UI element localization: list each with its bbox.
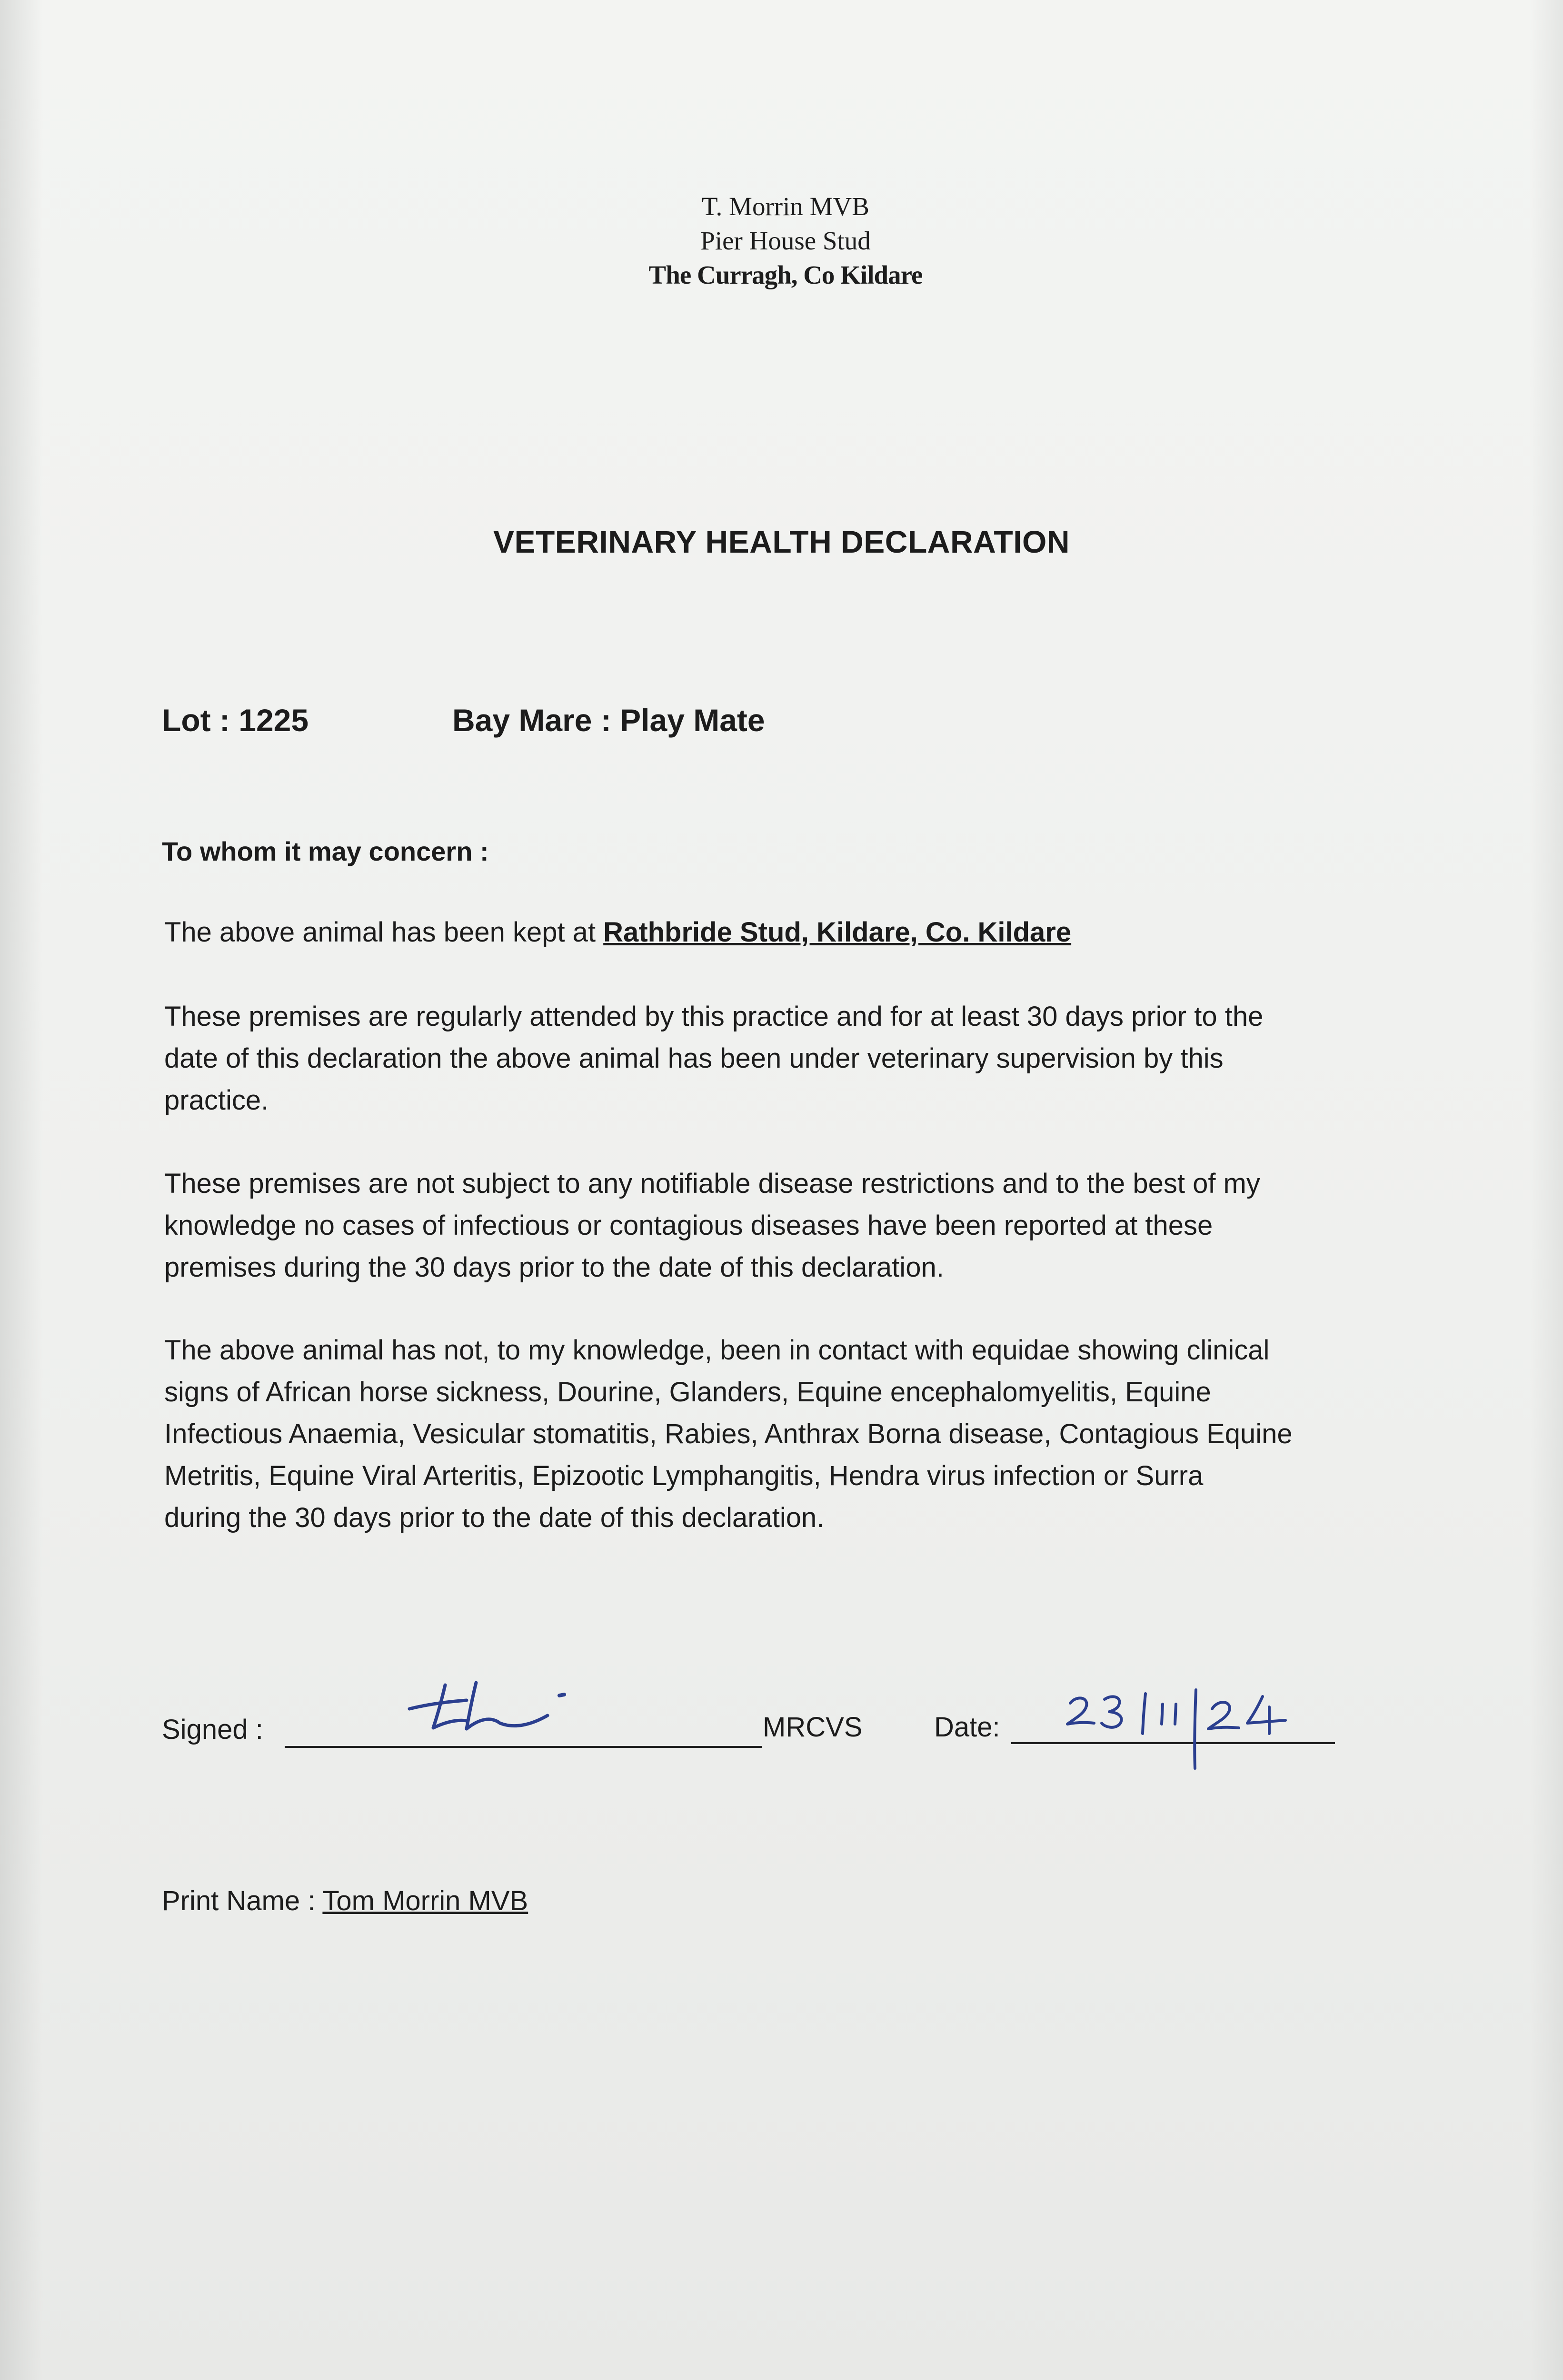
kept-at-prefix: The above animal has been kept at	[164, 917, 604, 948]
paragraph-line: date of this declaration the above animal has been under veterinary supervision by this	[164, 1043, 1224, 1074]
restrictions-paragraph	[164, 1163, 1412, 1289]
signed-label: Signed :	[162, 1714, 263, 1745]
contact-paragraph	[164, 1329, 1412, 1539]
salutation: To whom it may concern :	[162, 836, 489, 866]
page-shadow-left	[0, 0, 43, 2380]
handwritten-date	[1057, 1680, 1324, 1771]
paragraph-line: practice.	[164, 1085, 269, 1116]
paragraph-line: during the 30 days prior to the date of this declaration.	[164, 1502, 825, 1533]
document-title: VETERINARY HEALTH DECLARATION	[493, 524, 1070, 559]
paragraph-line: knowledge no cases of infectious or contagious diseases have been reported at these	[164, 1210, 1213, 1241]
handwritten-signature	[400, 1676, 600, 1737]
paragraph-line: premises during the 30 days prior to the date of this declaration.	[164, 1252, 944, 1283]
kept-at-paragraph	[164, 912, 1412, 953]
print-name-value: Tom Morrin MVB	[322, 1885, 528, 1916]
supervision-paragraph	[164, 996, 1412, 1121]
print-name-label: Print Name :	[162, 1885, 323, 1916]
print-name-row	[162, 1885, 528, 1917]
letterhead-practice: Pier House Stud	[700, 226, 871, 255]
page-shadow-right	[1530, 0, 1563, 2380]
paragraph-line: These premises are regularly attended by this practice and for at least 30 days prior to the	[164, 1001, 1264, 1032]
letterhead	[571, 189, 1000, 292]
paragraph-line: Metritis, Equine Viral Arteritis, Epizootic Lymphangitis, Hendra virus infection or Surra	[164, 1460, 1204, 1491]
kept-at-premises: Rathbride Stud, Kildare, Co. Kildare	[603, 917, 1072, 948]
paragraph-line: The above animal has not, to my knowledge, been in contact with equidae showing clinical	[164, 1335, 1270, 1366]
animal-name: Bay Mare : Play Mate	[452, 703, 765, 738]
qualification-label: MRCVS	[763, 1712, 863, 1743]
paragraph-line: These premises are not subject to any notifiable disease restrictions and to the best of my	[164, 1168, 1260, 1199]
kept-at-line	[164, 912, 1412, 953]
letterhead-name: T. Morrin MVB	[702, 192, 869, 221]
signature-line	[285, 1746, 762, 1748]
paragraph-line: signs of African horse sickness, Dourine, Glanders, Equine encephalomyelitis, Equine	[164, 1377, 1211, 1408]
date-label: Date:	[934, 1712, 1000, 1743]
paragraph-line: Infectious Anaemia, Vesicular stomatitis, Rabies, Anthrax Borna disease, Contagious Equine	[164, 1418, 1293, 1449]
letterhead-address: The Curragh, Co Kildare	[648, 260, 923, 289]
lot-number: Lot : 1225	[162, 703, 309, 738]
